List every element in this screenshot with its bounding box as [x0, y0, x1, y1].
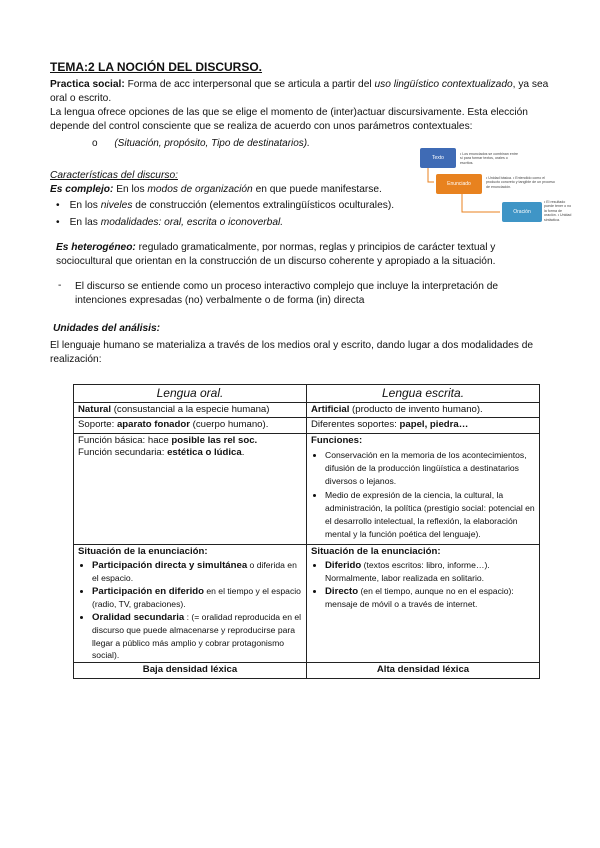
cell-bold: estética o lúdica	[167, 447, 242, 458]
item-text: en el tiempo y el espacio (radio, TV, grabaciones).	[92, 585, 301, 610]
table-row	[74, 544, 540, 663]
cell-text: Soporte:	[78, 419, 117, 430]
table-header-row	[74, 385, 540, 403]
item-bold: Directo	[325, 585, 359, 597]
cell-oral-natural	[74, 402, 307, 418]
cell-escrita-situacion	[307, 544, 540, 663]
cell-text: (producto de invento humano).	[349, 403, 483, 415]
bullet-niveles-a: En los	[69, 200, 101, 211]
units-heading: Unidades del análisis:	[53, 323, 161, 334]
cell-text: Función secundaria:	[78, 447, 168, 458]
complejo-emphasis: modos de organización	[147, 184, 253, 195]
table-row	[74, 402, 540, 418]
header-oral: Lengua oral.	[74, 385, 307, 403]
table-row	[74, 433, 540, 544]
list-item	[92, 585, 302, 611]
cell-bold: Artificial	[311, 403, 350, 415]
sub-bullet-marker: o	[92, 138, 98, 149]
diagram-note-enunciado: • Unidad básica. • Entendido como el producto concreto y tangible de un proceso de enunciación.	[486, 176, 555, 189]
cell-bold: papel, piedra…	[399, 419, 469, 430]
cell-bold: posible las rel soc.	[171, 434, 258, 446]
situacion-heading: Situación de la enunciación:	[311, 545, 441, 557]
cell-escrita-funciones	[307, 433, 540, 544]
bullet-modalidades-a: En las	[69, 217, 101, 228]
intro-text-end: , ya sea oral o escrito.	[50, 79, 549, 104]
units-paragraph: El lenguaje humano se materializa a través de los medios oral y escrito, dando lugar a dos modalidades de realización:	[50, 340, 534, 365]
funciones-list	[311, 449, 535, 541]
dash-marker: -	[58, 280, 62, 291]
cell-escrita-artificial	[307, 402, 540, 418]
list-item: • Medio de expresión de la ciencia, la cultural, la administración, la política (prestigio social: potencial en el desarrollo intelectual, la reflexión, la elaboración mental y la función poética del lenguaje).	[325, 489, 535, 540]
cell-text: Diferentes soportes:	[311, 419, 400, 430]
oral-vs-written-table	[73, 384, 540, 679]
intro-paragraph	[50, 78, 560, 106]
bullet-niveles: • En los niveles de construcción (elementos extralingüísticos oculturales).	[56, 200, 395, 211]
cell-text: .	[241, 447, 245, 458]
item-bold: Oralidad secundaria	[92, 611, 185, 623]
cell-bold: aparato fonador	[116, 419, 190, 430]
list-item	[325, 559, 535, 585]
situacion-oral-list	[78, 559, 302, 661]
funcion-secundaria	[78, 447, 302, 460]
cell-oral-situacion	[74, 544, 307, 663]
complejo-term: Es complejo:	[50, 184, 114, 195]
item-text: : (= oralidad reproducida en el discurso que puede almacenarse y reproducirse para llegar a público más amplio y cobrar protagonismo social).	[92, 611, 302, 660]
complejo-text-end: en que puede manifestarse.	[252, 184, 382, 195]
cell-text: (consustancial a la especie humana)	[111, 403, 270, 415]
diagram-note-texto: • Los enunciados se combinan entre sí para formar textos, orales o escritos.	[460, 152, 518, 165]
heterogeneo-term: Es heterogéneo:	[56, 242, 136, 253]
bullet-modalidades: • En las modalidades: oral, escrita o iconoverbal.	[56, 217, 284, 228]
sub-bullet	[92, 138, 310, 149]
item-text: (textos escritos: libro, informe…). Normalmente, labor realizada en solitario.	[325, 560, 490, 584]
intro-text: Forma de acc interpersonal que se articula a partir del	[124, 79, 375, 90]
bullet-modalidades-em: modalidades	[100, 217, 159, 228]
item-text: o diferida en el espacio.	[92, 560, 297, 584]
situacion-heading: Situación de la enunciación:	[78, 545, 208, 557]
sub-bullet-text: (Situación, propósito, Tipo de destinatarios).	[114, 138, 310, 149]
list-item	[92, 559, 302, 585]
list-item	[92, 611, 302, 662]
diagram-box-enunciado: Enunciado	[436, 174, 482, 194]
complejo-text: En los	[113, 184, 148, 195]
diagram-box-texto: Texto	[420, 148, 456, 168]
funcion-basica	[78, 435, 302, 448]
intro-term: Practica social:	[50, 79, 125, 90]
diagram-box-oracion: Oración	[502, 202, 542, 222]
characteristics-heading: Características del discurso:	[50, 170, 178, 181]
complejo-line	[50, 184, 382, 195]
item-bold: Participación en diferido	[92, 585, 204, 597]
heterogeneo-text: regulado gramaticalmente, por normas, reglas y principios de carácter textual y sociocultural que orientan en la construcción de un discurso coherente y apropiado a la situación.	[56, 242, 496, 267]
footer-oral: Baja densidad léxica	[74, 663, 307, 679]
funciones-heading: Funciones:	[311, 434, 363, 446]
situacion-escrita-list	[311, 559, 535, 611]
cell-oral-soporte	[74, 418, 307, 434]
list-item	[325, 585, 535, 611]
bullet-niveles-em: niveles	[100, 200, 133, 211]
header-escrita: Lengua escrita.	[307, 385, 540, 403]
page-title: TEMA:2 LA NOCIÓN DEL DISCURSO.	[50, 60, 263, 74]
intro-emphasis: uso lingüístico contextualizado	[374, 79, 513, 90]
bullet-modalidades-b: : oral, escrita o iconoverbal.	[158, 217, 284, 228]
item-text: (en el tiempo, aunque no en el espacio): mensaje de móvil o a través de internet.	[325, 585, 514, 610]
footer-escrita: Alta densidad léxica	[307, 663, 540, 679]
discourse-units-diagram	[418, 144, 572, 230]
cell-escrita-soporte	[307, 418, 540, 434]
diagram-note-oracion: • El resultado puede tener o no la forma de oración. • Unidad sintáctica.	[544, 200, 572, 222]
cell-text: Función básica: hace	[78, 434, 172, 446]
context-paragraph: La lengua ofrece opciones de las que se elige el momento de (inter)actuar discursivamente. Esta elección depende del control consciente que se realiza de acuerdo con unos parámetros contextuales:	[50, 107, 528, 132]
table-row	[74, 418, 540, 434]
cell-text: (cuerpo humano).	[189, 419, 269, 430]
item-bold: Diferido	[325, 560, 362, 572]
heterogeneo-paragraph	[56, 241, 546, 269]
table-footer-row	[74, 663, 540, 679]
bullet-niveles-b: de construcción (elementos extralingüísticos oculturales).	[132, 200, 395, 211]
cell-bold: Natural	[78, 403, 112, 415]
list-item: • Conservación en la memoria de los acontecimientos, difusión de la producción lingüística a destinatarios diversos o lejanos.	[325, 449, 535, 487]
item-bold: Participación directa y simultánea	[92, 560, 248, 572]
cell-oral-funciones	[74, 433, 307, 544]
dash-paragraph: El discurso se entiende como un proceso interactivo complejo que incluye la interpretación de intenciones expresadas (no) verbalmente o de forma (in) directa	[75, 281, 499, 306]
